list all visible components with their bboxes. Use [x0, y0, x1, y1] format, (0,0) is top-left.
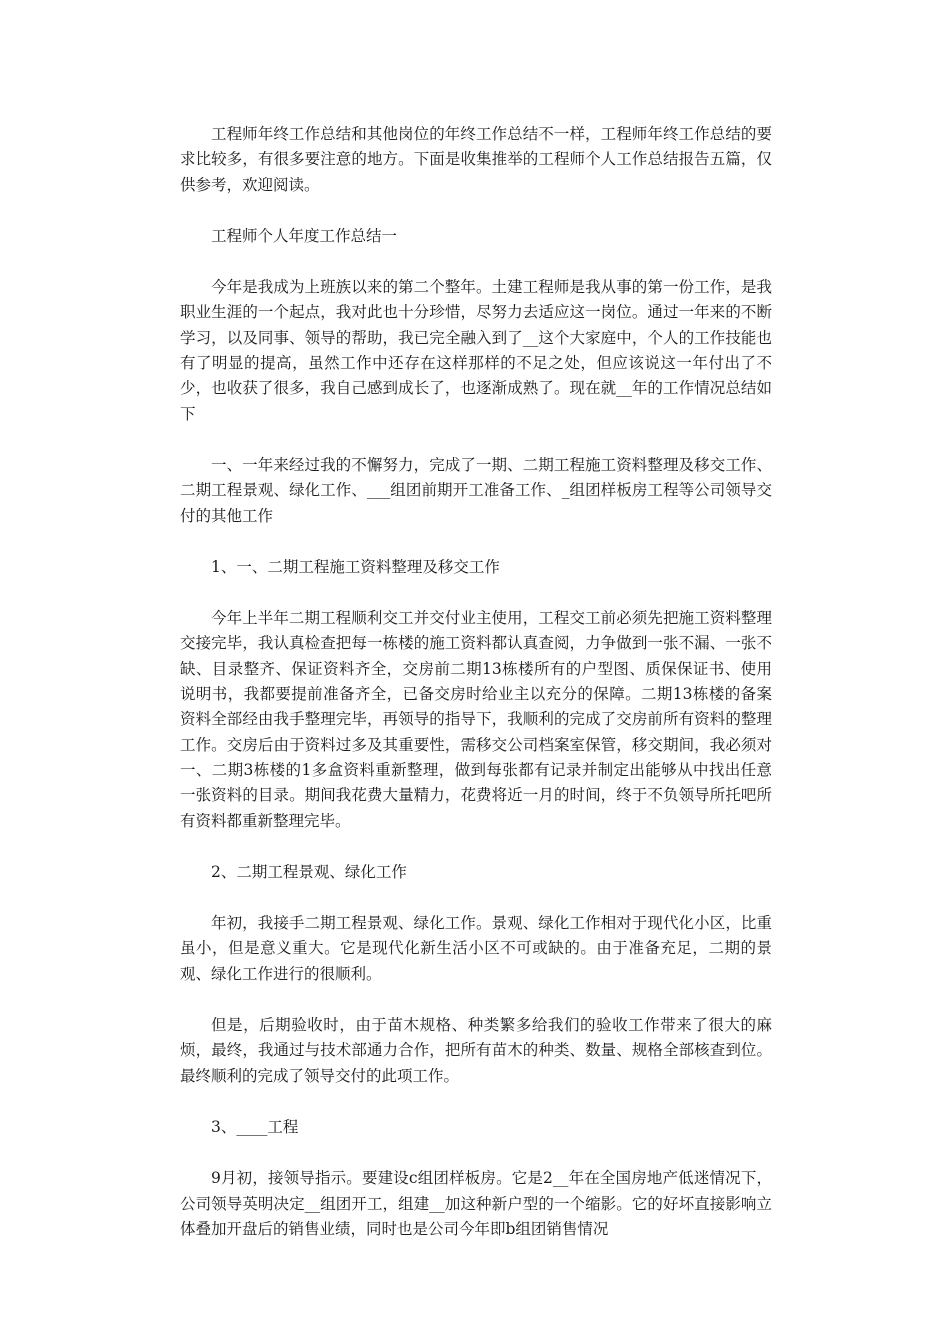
body-paragraph: 一、一年来经过我的不懈努力，完成了一期、二期工程施工资料整理及移交工作、二期工程景观、绿化工作、___组团前期开工准备工作、_组团样板房工程等公司领导交付的其他工作: [180, 455, 772, 525]
section-title: 工程师个人年度工作总结一: [211, 226, 398, 245]
body-paragraph: 今年是我成为上班族以来的第二个整年。土建工程师是我从事的第一份工作，是我职业生涯的一个起点，我对此也十分珍惜，尽努力去适应这一岗位。通过一年来的不断学习，以及同事、领导的帮助，我已完全融入到了__这个大家庭中，个人的工作技能也有了明显的提高，虽然工作中还存在这样那样的不足之处，但应该说这一年付出了不少，也收获了很多，我自己感到成长了，也逐渐成熟了。现在就__年的工作情况总结如下: [180, 278, 772, 423]
subsection-heading: 2、二期工程景观、绿化工作: [211, 862, 407, 881]
body-paragraph: 年初，我接手二期工程景观、绿化工作。景观、绿化工作相对于现代化小区，比重虽小，但是意义重大。它是现代化新生活小区不可或缺的。由于准备充足，二期的景观、绿化工作进行的很顺利。: [180, 914, 772, 983]
subsection-heading: 3、____工程: [211, 1117, 299, 1136]
body-paragraph: 今年上半年二期工程顺利交工并交付业主使用，工程交工前必须先把施工资料整理交接完毕，我认真检查把每一栋楼的施工资料都认真查阅，力争做到一张不漏、一张不缺、目录整齐、保证资料齐全，交房前二期13栋楼所有的户型图、质保保证书、使用说明书，我都要提前准备齐全，已备交房时给业主以充分的保障。二期13栋楼的备案资料全部经由我手整理完毕，再领导的指导下，我顺利的完成了交房前所有资料的整理工作。交房后由于资料过多及其重要性，需移交公司档案室保管，移交期间，我必须对一、二期3栋楼的1多盒资料重新整理，做到每张都有记录并制定出能够从中找出任意一张资料的目录。期间我花费大量精力，花费将近一月的时间，终于不负领导所托吧所有资料都重新整理完毕。: [180, 609, 772, 830]
body-paragraph: 9月初，接领导指示。要建设c组团样板房。它是2__年在全国房地产低迷情况下，公司领导英明决定__组团开工，组建__加这种新户型的一个缩影。它的好坏直接影响立体叠加开盘后的销售业绩，同时也是公司今年即b组团销售情况: [180, 1169, 772, 1238]
subsection-heading: 1、一、二期工程施工资料整理及移交工作: [211, 557, 500, 576]
intro-paragraph: 工程师年终工作总结和其他岗位的年终工作总结不一样，工程师年终工作总结的要求比较多，有很多要注意的地方。下面是收集推举的工程师个人工作总结报告五篇，仅供参考，欢迎阅读。: [180, 125, 772, 194]
body-paragraph: 但是，后期验收时，由于苗木规格、种类繁多给我们的验收工作带来了很大的麻烦，最终，我通过与技术部通力合作，把所有苗木的种类、数量、规格全部核查到位。最终顺利的完成了领导交付的此项工作。: [180, 1016, 772, 1085]
document-page: [180, 122, 772, 1268]
